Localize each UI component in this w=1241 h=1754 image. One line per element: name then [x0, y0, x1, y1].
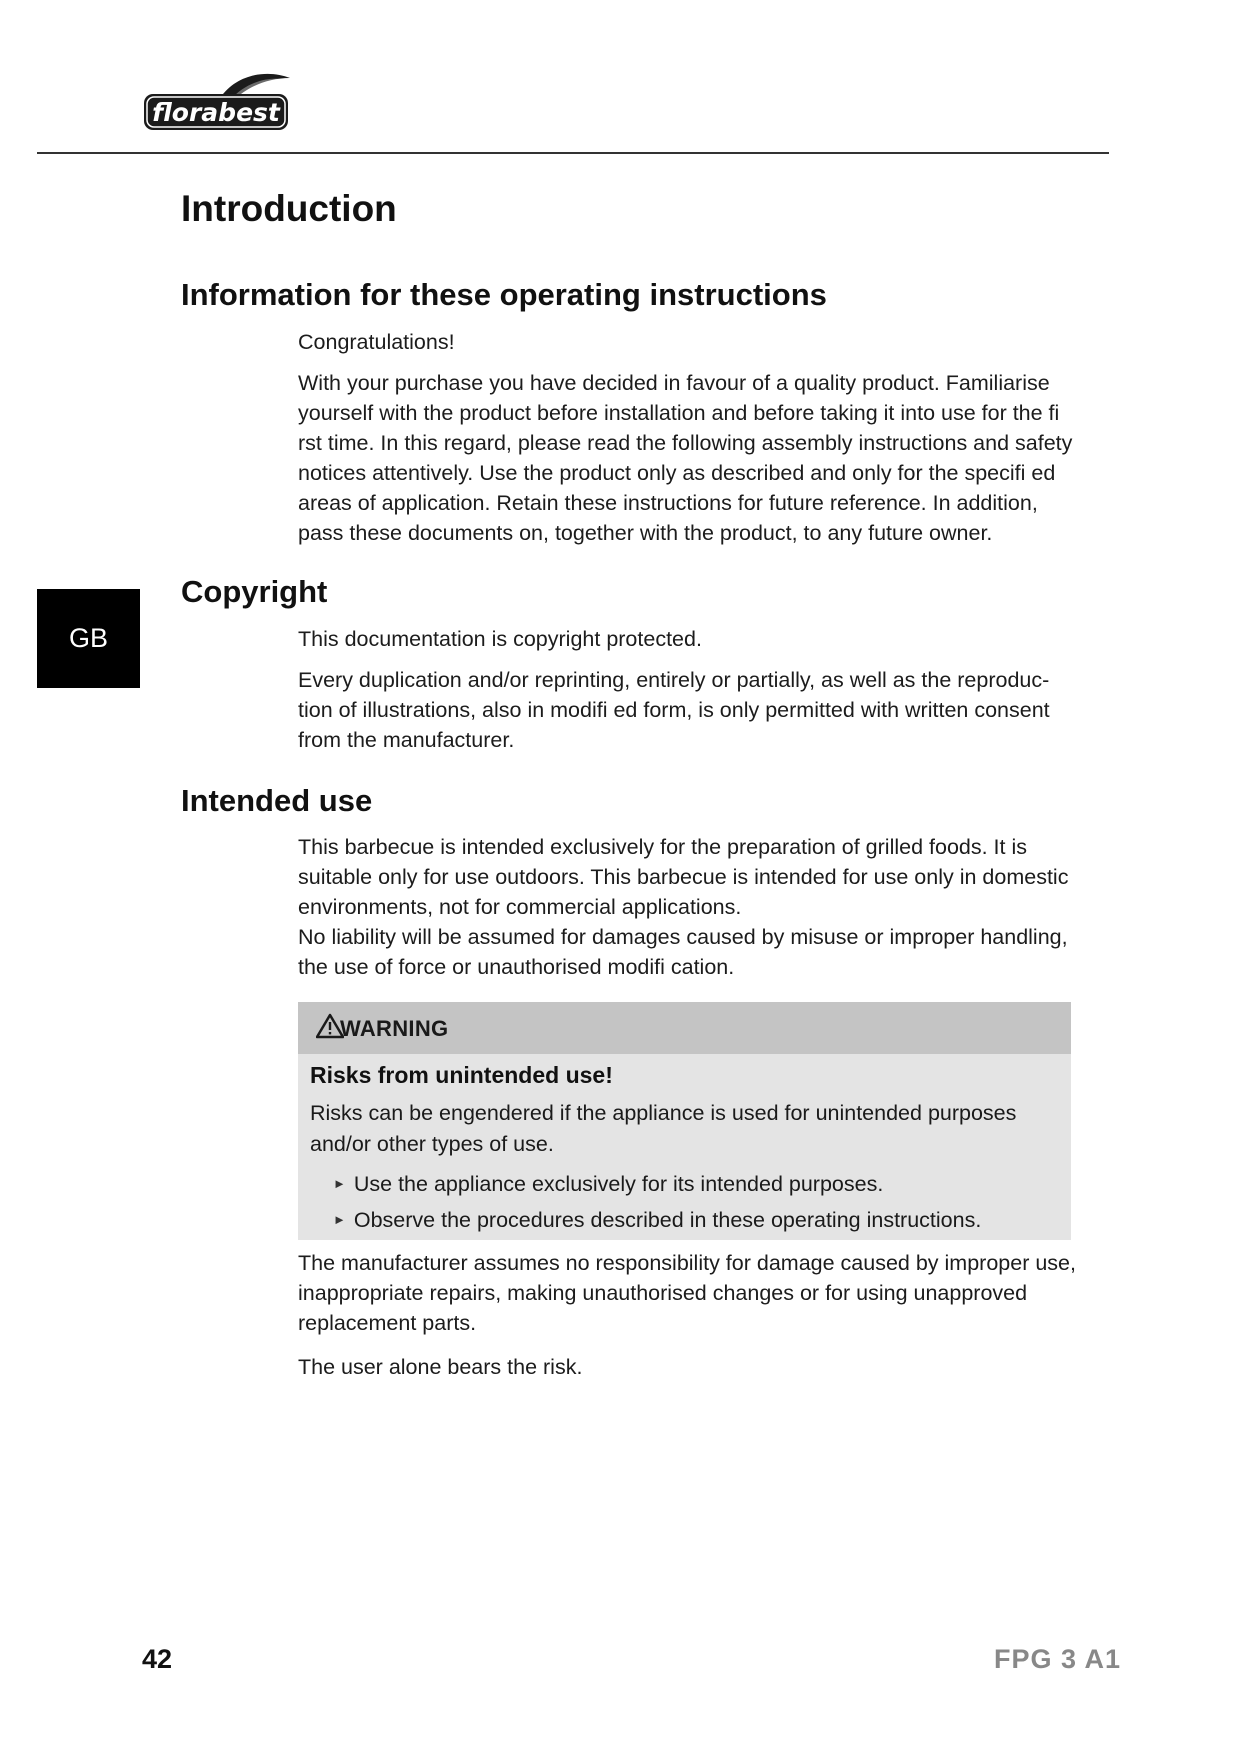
page-number: 42	[142, 1644, 173, 1674]
bullet-arrow-icon: ►	[333, 1176, 346, 1191]
copyright-paragraph-1: This documentation is copyright protected.	[298, 627, 702, 651]
intended-paragraph-3: The manufacturer assumes no responsibility for damage caused by improper use, inappropriate repairs, making unauthorised changes or for using unapproved replacement parts.	[298, 1251, 1076, 1335]
header-rule	[37, 152, 1109, 154]
florabest-logo	[142, 66, 292, 134]
info-paragraph-1: Congratulations!	[298, 330, 455, 354]
intended-paragraph-4: The user alone bears the risk.	[298, 1355, 583, 1379]
heading-copyright: Copyright	[181, 574, 328, 609]
warning-bullet	[333, 1205, 981, 1235]
heading-information: Information for these operating instructions	[181, 277, 827, 312]
svg-text:florabest: florabest	[152, 98, 280, 127]
model-number: FPG 3 A1	[994, 1644, 1122, 1674]
warning-bullet	[333, 1169, 883, 1199]
warning-header	[298, 1002, 1071, 1054]
page-title: Introduction	[181, 188, 397, 229]
warning-text: Risks can be engendered if the appliance is used for unintended purposes and/or other types of use.	[310, 1101, 1017, 1156]
info-paragraph-2: With your purchase you have decided in favour of a quality product. Familiarise yourself with the product before installation and before taking it into use for the fi rst time. In this regard, please read the following assembly instructions and safety notices attentively. Use the product only as described and only for the specifi ed areas of application. Retain these instructions for future reference. In addition, pass these documents on, together with the product, to any future owner.	[298, 371, 1073, 545]
language-tab: GB	[37, 589, 140, 688]
warning-label: WARNING	[340, 1016, 449, 1041]
intended-paragraph-2: No liability will be assumed for damages caused by misuse or improper handling, the use of force or unauthorised modifi cation.	[298, 925, 1068, 979]
bullet-arrow-icon: ►	[333, 1212, 346, 1227]
warning-bullet-text: Use the appliance exclusively for its intended purposes.	[353, 1172, 884, 1196]
copyright-paragraph-2: Every duplication and/or reprinting, entirely or partially, as well as the reproduc-tion of illustrations, also in modifi ed form, is only permitted with written consent from the manufacturer.	[298, 668, 1050, 752]
warning-bullet-text: Observe the procedures described in these operating instructions.	[353, 1208, 982, 1232]
heading-intended-use: Intended use	[181, 783, 373, 818]
warning-box	[298, 1002, 1071, 1240]
intended-paragraph-1: This barbecue is intended exclusively for the preparation of grilled foods. It is suitable only for use outdoors. This barbecue is intended for use only in domestic environments, not for commercial applications.	[298, 835, 1069, 919]
warning-subtitle: Risks from unintended use!	[310, 1062, 613, 1088]
